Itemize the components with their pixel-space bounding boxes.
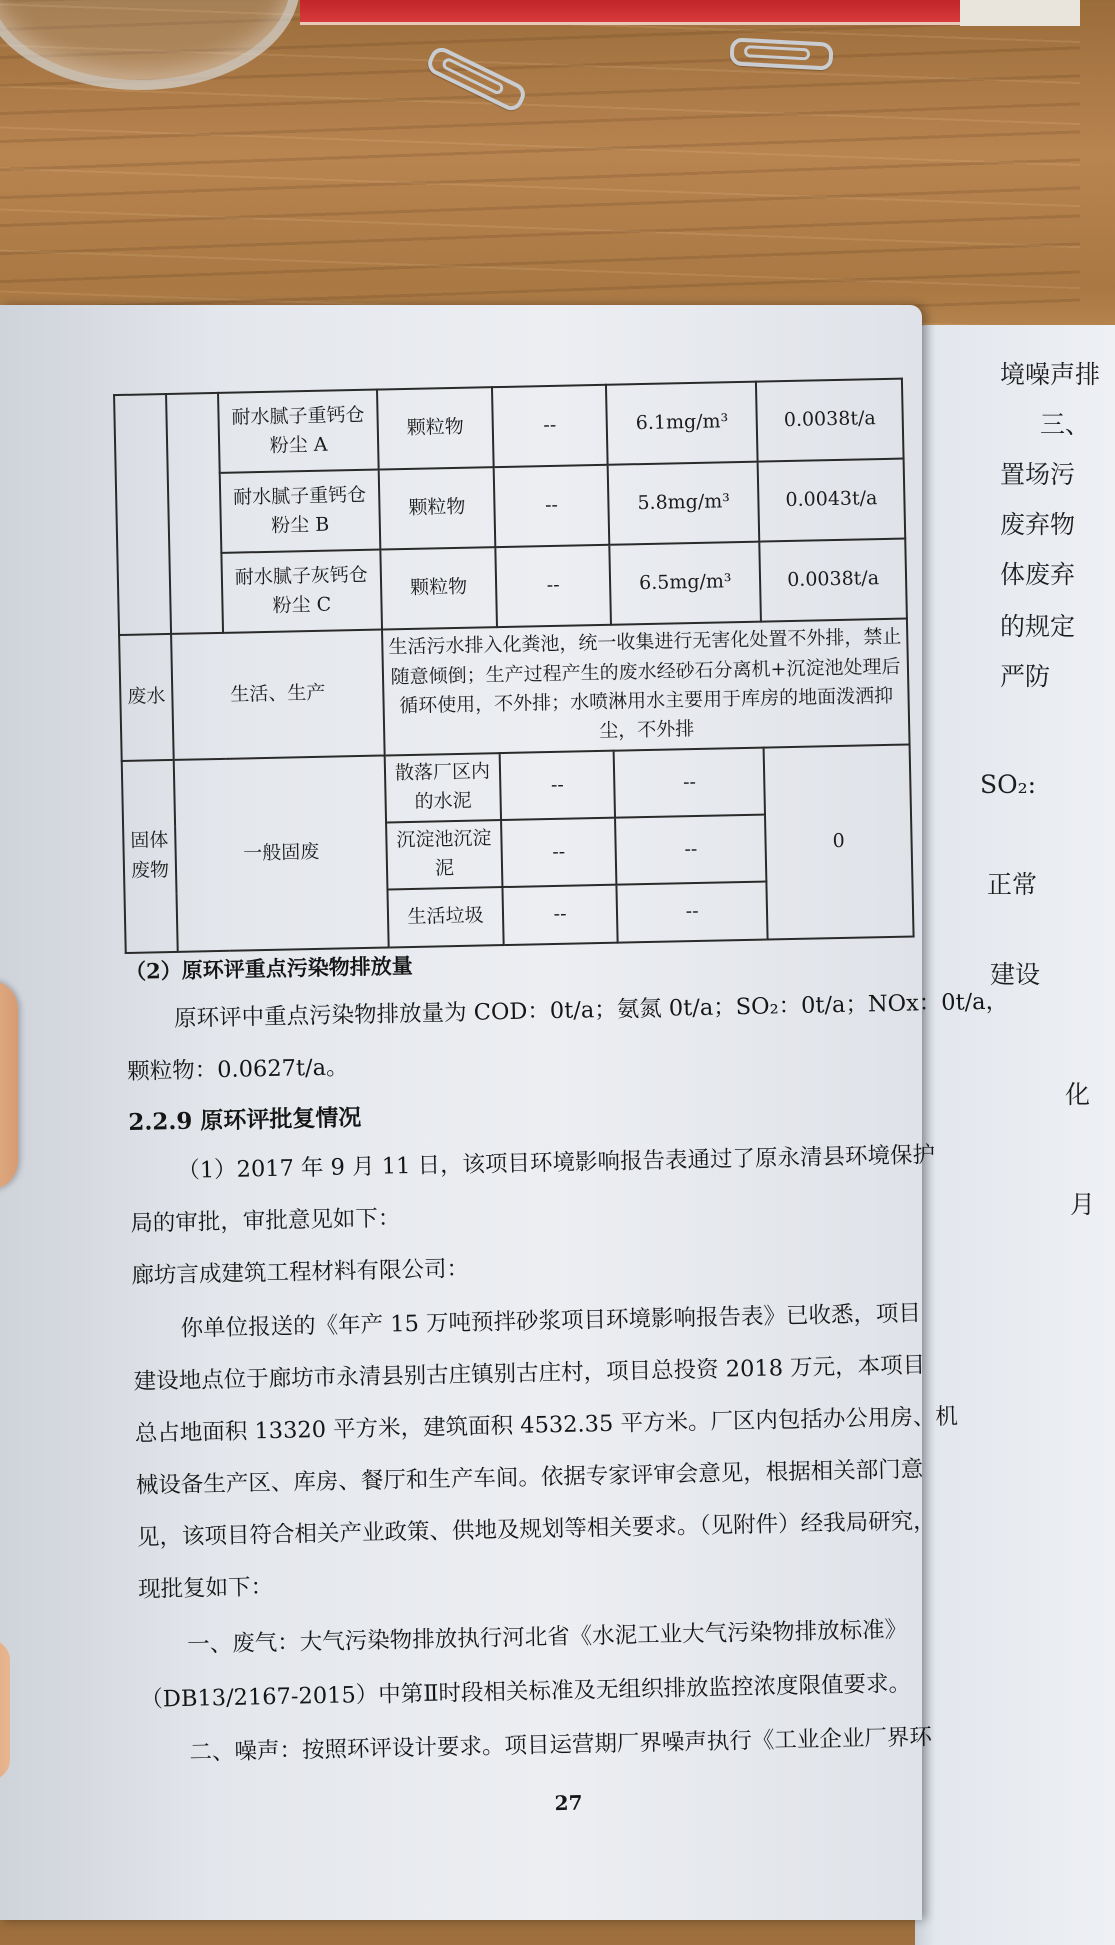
concentration-cell: 6.1mg/m³ <box>606 382 757 465</box>
paragraph-line: 你单位报送的《年产 15 万吨预拌砂浆项目环境影响报告表》已收悉，项目 <box>180 1300 922 1342</box>
dash-cell: -- <box>501 818 617 887</box>
right-page <box>915 325 1115 1945</box>
category-cell: 固体废物 <box>122 760 178 953</box>
pollutant-cell: 颗粒物 <box>381 547 497 629</box>
amount-cell: 0.0038t/a <box>759 539 907 622</box>
paragraph-line: 建设地点位于廊坊市永清县别古庄镇别古庄村，项目总投资 2018 万元，本项目 <box>133 1352 926 1395</box>
dash-cell: -- <box>614 748 765 818</box>
paragraph-line: 现批复如下： <box>137 1574 274 1603</box>
paragraph-line: （1）2017 年 9 月 11 日，该项目环境影响报告表通过了原永清县环境保护 <box>177 1142 936 1184</box>
red-book <box>300 0 960 25</box>
item-cell: 生活垃圾 <box>388 887 504 947</box>
document-page <box>0 305 1009 1920</box>
pollutant-table <box>113 378 915 954</box>
source-cell: 一般固废 <box>174 755 389 951</box>
right-page-line: 的规定 <box>1000 612 1076 641</box>
right-page-line: 严防 <box>1000 662 1051 691</box>
total-cell: 0 <box>764 745 914 940</box>
sub-heading: （2）原环评重点污染物排放量 <box>124 952 413 984</box>
dash-cell: -- <box>495 545 611 627</box>
paragraph-line: 原环评中重点污染物排放量为 COD：0t/a；氨氮 0t/a；SO₂：0t/a；NOx：0t/a， <box>173 988 1009 1032</box>
pollutant-cell: 颗粒物 <box>377 387 493 469</box>
item-cell: 沉淀池沉淀泥 <box>386 820 502 889</box>
source-cell: 耐水腻子重钙仓粉尘 A <box>218 390 379 473</box>
paragraph-line: 颗粒物：0.0627t/a。 <box>126 1054 349 1085</box>
paragraph-line: 局的审批，审批意见如下： <box>130 1205 401 1237</box>
page-content <box>0 296 1009 1930</box>
right-page-line: 月 <box>1070 1190 1096 1219</box>
right-page-line: 化 <box>1065 1080 1091 1109</box>
right-page-line: 境噪声排 <box>1000 360 1101 389</box>
paragraph-line: 总占地面积 13320 平方米，建筑面积 4532.35 平方米。厂区内包括办公用房、机 <box>134 1403 959 1447</box>
addressee: 廊坊言成建筑工程材料有限公司： <box>131 1255 470 1289</box>
dash-cell: -- <box>502 884 618 944</box>
thumb <box>0 980 18 1190</box>
dash-cell: -- <box>499 751 615 820</box>
paperclip-icon <box>729 37 833 70</box>
table-cell <box>114 394 171 635</box>
paragraph-line: 见，该项目符合相关产业政策、供地及规划等相关要求。（见附件）经我局研究， <box>136 1508 936 1551</box>
thumb <box>0 1640 10 1780</box>
category-cell: 废水 <box>119 634 174 761</box>
amount-cell: 0.0043t/a <box>758 459 906 542</box>
section-heading: 2.2.9 原环评批复情况 <box>128 1104 362 1136</box>
table-cell <box>166 393 223 634</box>
pollutant-cell: 颗粒物 <box>379 467 495 549</box>
source-cell: 生活、生产 <box>171 630 385 760</box>
source-cell: 耐水腻子灰钙仓粉尘 C <box>221 550 382 633</box>
paragraph-line: 一、废气：大气污染物排放执行河北省《水泥工业大气污染物排放标准》 <box>186 1616 908 1658</box>
right-page-line: 三、 <box>1040 410 1091 439</box>
dash-cell: -- <box>617 881 768 942</box>
concentration-cell: 6.5mg/m³ <box>610 542 761 625</box>
right-page-line: 废弃物 <box>1000 510 1076 539</box>
right-page-line: 体废弃 <box>1000 560 1076 589</box>
item-cell: 散落厂区内的水泥 <box>385 753 501 822</box>
dash-cell: -- <box>492 385 608 467</box>
paragraph-line: （DB13/2167-2015）中第Ⅱ时段相关标准及无组织排放监控浓度限值要求。 <box>140 1670 912 1713</box>
book-edge <box>960 0 1080 26</box>
table-row <box>119 619 909 761</box>
source-cell: 耐水腻子重钙仓粉尘 B <box>219 470 380 553</box>
dash-cell: -- <box>493 465 609 547</box>
right-page-line: 正常 <box>987 870 1038 899</box>
paragraph-line: 二、噪声：按照环评设计要求。项目运营期厂界噪声执行《工业企业厂界环 <box>189 1724 933 1766</box>
page-number: 27 <box>554 1790 583 1816</box>
paragraph-line: 械设备生产区、库房、餐厅和生产车间。依据专家评审会意见，根据相关部门意 <box>135 1456 924 1499</box>
right-page-line: SO₂: <box>980 770 1037 799</box>
concentration-cell: 5.8mg/m³ <box>608 462 759 545</box>
description-cell: 生活污水排入化粪池，统一收集进行无害化处置不外排，禁止随意倾倒；生产过程产生的废水经砂石分离机+沉淀池处理后循环使用，不外排；水喷淋用水主要用于库房的地面泼洒抑尘，不外排 <box>382 619 909 756</box>
dash-cell: -- <box>615 814 766 884</box>
right-page-line: 建设 <box>990 960 1041 989</box>
right-page-line: 置场污 <box>1000 460 1076 489</box>
amount-cell: 0.0038t/a <box>756 379 904 462</box>
